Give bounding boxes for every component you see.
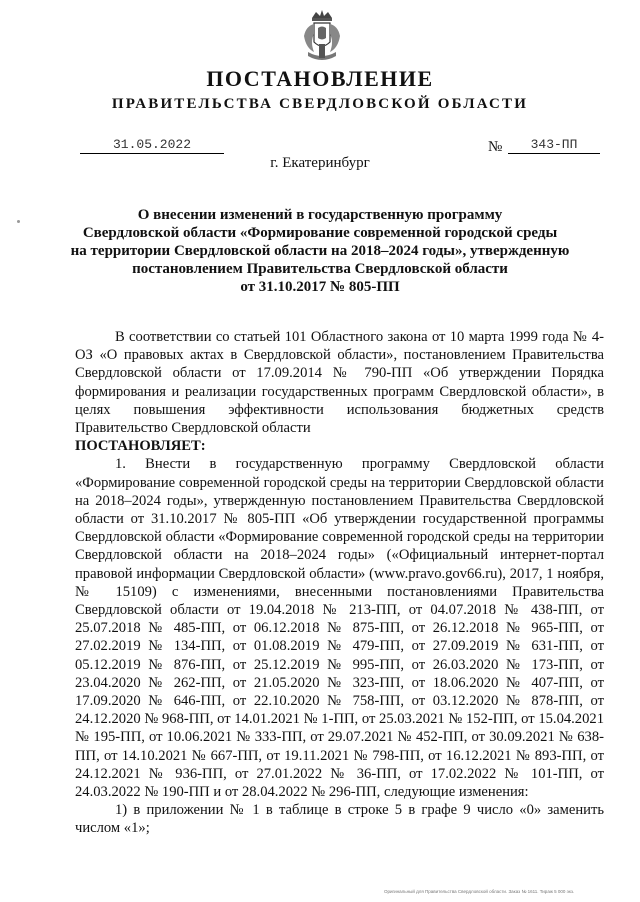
document-number: 343-ПП bbox=[508, 137, 600, 154]
document-body bbox=[75, 328, 604, 838]
print-footer: Оригинальный для Правительства Свердловской области. Заказ № 1611. Тираж 5 000 экз. bbox=[384, 889, 575, 894]
heading-line: постановлением Правительства Свердловской области bbox=[132, 261, 508, 277]
item-1-paragraph: 1. Внести в государственную программу Свердловской области «Формирование современной городской среды на территории Свердловской области на 2018–2024 годы», утвержденную постановлением Правительства Свердловской области от 31.10.2017 № 805-ПП «Об утверждении государственной программы Свердловской области «Формирование современной городской среды на территории Свердловской области на 2018–2024 годы» («Официальный интернет-портал правовой информации Свердловской области» (www.pravo.gov66.ru), 2017, 1 ноября, № 15109) с изменениями, внесенными постановлениями Правительства Свердловской области от 19.04.2018 № 213-ПП, от 04.07.2018 № 438-ПП, от 25.07.2018 № 485-ПП, от 06.12.2018 № 875-ПП, от 26.12.2018 № 965-ПП, от 27.02.2019 № 134-ПП, от 01.08.2019 № 479-ПП, от 27.09.2019 № 631-ПП, от 05.12.2019 № 876-ПП, от 25.12.2019 № 995-ПП, от 26.03.2020 № 173-ПП, от 23.04.2020 № 262-ПП, от 21.05.2020 № 323-ПП, от 18.06.2020 № 407-ПП, от 17.09.2020 № 646-ПП, от 22.10.2020 № 758-ПП, от 03.12.2020 № 878-ПП, от 24.12.2020 № 968-ПП, от 14.01.2021 № 1-ПП, от 25.03.2021 № 152-ПП, от 15.04.2021 № 195-ПП, от 10.06.2021 № 333-ПП, от 29.07.2021 № 452-ПП, от 30.09.2021 № 638-ПП, от 14.10.2021 № 667-ПП, от 19.11.2021 № 798-ПП, от 16.12.2021 № 893-ПП, от 24.12.2021 № 936-ПП, от 27.01.2022 № 36-ПП, от 17.02.2022 № 101-ПП, от 24.03.2022 № 190-ПП и от 28.04.2022 № 296-ПП, следующие изменения: bbox=[75, 456, 604, 801]
number-sign: № bbox=[488, 139, 503, 155]
issuing-authority: ПРАВИТЕЛЬСТВА СВЕРДЛОВСКОЙ ОБЛАСТИ bbox=[111, 96, 529, 112]
heading-line: на территории Свердловской области на 2018–2024 годы», утвержденную bbox=[70, 243, 570, 259]
document-heading bbox=[60, 206, 580, 296]
city: г. Екатеринбург bbox=[270, 155, 370, 171]
subitem-1-paragraph: 1) в приложении № 1 в таблице в строке 5 в графе 9 число «0» заменить числом «1»; bbox=[75, 802, 604, 837]
document-date: 31.05.2022 bbox=[80, 137, 224, 154]
preamble-paragraph: В соответствии со статьей 101 Областного закона от 10 марта 1999 года № 4-ОЗ «О правовых актах в Свердловской области», постановлением Правительства Свердловской области от 17.09.2014 № 790-ПП «Об утверждении Порядка формирования и реализации государственных программ Свердловской области», в целях повышения эффективности использования бюджетных средств Правительство Свердловской области bbox=[75, 329, 604, 437]
decree-word: ПОСТАНОВЛЯЕТ: bbox=[75, 438, 206, 455]
heading-line: О внесении изменений в государственную программу bbox=[137, 207, 503, 223]
margin-mark bbox=[17, 220, 20, 223]
heading-line: от 31.10.2017 № 805-ПП bbox=[240, 279, 400, 295]
heading-line: Свердловской области «Формирование современной городской среды bbox=[82, 225, 558, 241]
coat-of-arms-emblem bbox=[298, 8, 346, 68]
document-type-title: ПОСТАНОВЛЕНИЕ bbox=[206, 66, 434, 91]
